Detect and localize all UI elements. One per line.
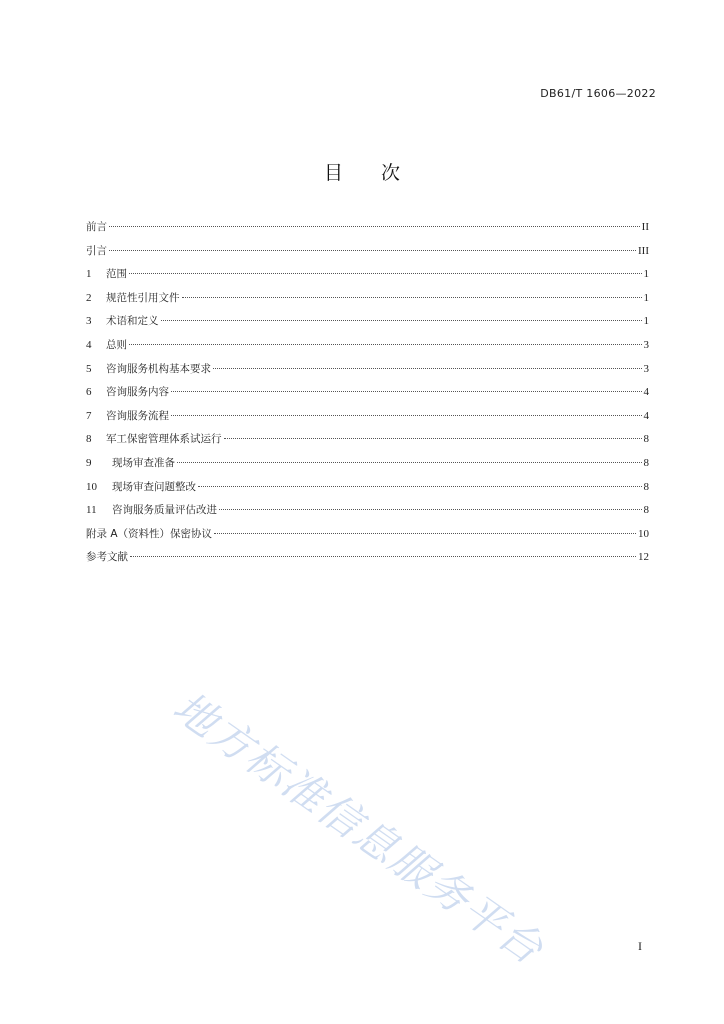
toc-leader-dots [109,250,636,251]
toc-entry-number: 3 [86,315,92,328]
toc-entry[interactable] [86,266,649,290]
toc-leader-dots [198,486,642,487]
toc-entry-label: 引言 [86,244,107,257]
toc-leader-dots [129,344,642,345]
toc-entry-page: II [641,221,649,233]
toc-entry-page: 8 [643,480,649,493]
toc-entry-number: 10 [86,480,97,493]
table-of-contents [86,219,649,573]
toc-entry-label: 现场审查问题整改 [112,480,196,493]
page-number: I [638,939,642,953]
toc-entry-page: 3 [643,362,649,375]
toc-leader-dots [224,438,642,439]
toc-entry-number: 8 [86,433,92,446]
toc-entry-page: 1 [643,268,649,281]
toc-leader-dots [214,533,636,534]
toc-entry-number: 5 [86,362,92,375]
toc-entry-number: 7 [86,409,92,422]
toc-entry-label: 军工保密管理体系试运行 [106,433,222,446]
toc-entry-page: 8 [643,456,649,469]
toc-entry-label: 现场审查准备 [112,456,175,469]
toc-entry[interactable] [86,243,649,267]
toc-entry-page: 1 [643,315,649,328]
toc-entry-page: 10 [638,527,649,540]
toc-leader-dots [177,462,642,463]
toc-entry-page: 3 [643,338,649,351]
toc-entry[interactable] [86,384,649,408]
watermark: 地方标准信息服务平台 [164,681,554,975]
toc-entry-label: 前言 [86,221,107,233]
toc-entry-label: 术语和定义 [106,315,159,328]
toc-leader-dots [130,556,636,557]
toc-entry[interactable] [86,455,649,479]
toc-entry-label: 咨询服务机构基本要求 [106,362,211,375]
toc-entry-label: 总则 [106,338,127,351]
toc-leader-dots [213,368,642,369]
standard-code: DB61/T 1606—2022 [540,87,656,100]
toc-entry-number: 6 [86,386,92,399]
toc-entry[interactable] [86,313,649,337]
toc-entry-page: 8 [643,504,649,517]
toc-leader-dots [182,297,642,298]
toc-entry-page: 4 [643,409,649,422]
toc-entry[interactable] [86,526,649,550]
toc-entry-label: 咨询服务流程 [106,409,169,422]
page-title-char-1: 目 [323,162,343,184]
toc-entry[interactable] [86,479,649,503]
toc-leader-dots [109,226,640,227]
toc-entry-page: III [638,244,649,257]
toc-entry-label: 规范性引用文件 [106,291,180,304]
toc-leader-dots [171,415,642,416]
toc-leader-dots [171,391,642,392]
page-title [0,158,724,185]
toc-entry-page: 1 [643,291,649,304]
toc-entry[interactable] [86,549,649,573]
toc-entry[interactable] [86,408,649,432]
toc-leader-dots [161,320,642,321]
toc-entry-label: 范围 [106,268,127,281]
page-title-char-2: 次 [381,162,401,184]
toc-entry[interactable] [86,219,649,243]
toc-entry-number: 11 [86,504,97,517]
toc-entry-number: 2 [86,291,92,304]
toc-leader-dots [219,509,642,510]
toc-entry-number: 4 [86,338,92,351]
toc-entry[interactable] [86,431,649,455]
toc-entry-label: 咨询服务质量评估改进 [112,504,217,517]
toc-entry[interactable] [86,337,649,361]
toc-entry-label: 咨询服务内容 [106,386,169,399]
toc-entry-label: 参考文献 [86,551,128,564]
toc-leader-dots [129,273,642,274]
toc-entry[interactable] [86,290,649,314]
toc-entry[interactable] [86,502,649,526]
toc-entry-label: 附录 A（资料性）保密协议 [86,527,213,540]
toc-entry[interactable] [86,361,649,385]
toc-entry-page: 12 [638,551,649,564]
toc-entry-page: 4 [643,386,649,399]
toc-entry-number: 9 [86,456,92,469]
toc-entry-number: 1 [86,268,92,281]
toc-entry-page: 8 [643,433,649,446]
